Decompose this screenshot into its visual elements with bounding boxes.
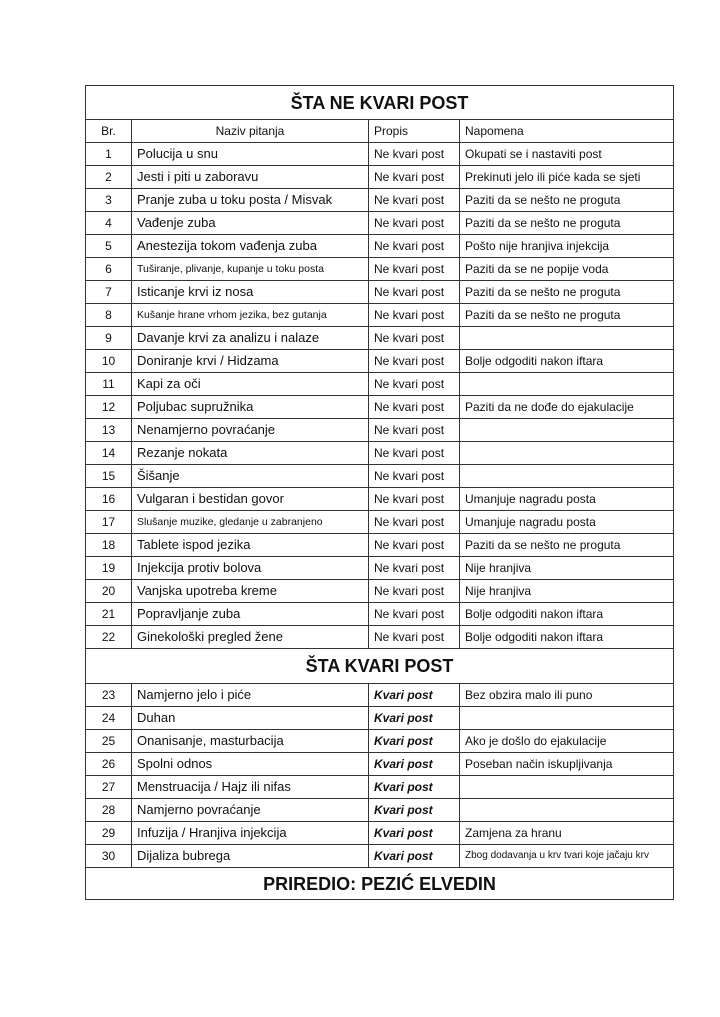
row-name: Pranje zuba u toku posta / Misvak xyxy=(132,189,369,212)
row-name: Kušanje hrane vrhom jezika, bez gutanja xyxy=(132,304,369,327)
row-note: Poseban način iskupljivanja xyxy=(460,753,674,776)
table-row xyxy=(86,707,674,730)
table-row xyxy=(86,212,674,235)
table-row xyxy=(86,327,674,350)
row-rule: Ne kvari post xyxy=(369,189,460,212)
row-name: Vulgaran i bestidan govor xyxy=(132,488,369,511)
row-note: Paziti da se nešto ne proguta xyxy=(460,189,674,212)
row-name: Popravljanje zuba xyxy=(132,603,369,626)
row-rule: Ne kvari post xyxy=(369,511,460,534)
row-rule: Ne kvari post xyxy=(369,557,460,580)
row-name: Slušanje muzike, gledanje u zabranjeno xyxy=(132,511,369,534)
row-rule: Ne kvari post xyxy=(369,281,460,304)
row-name: Isticanje krvi iz nosa xyxy=(132,281,369,304)
row-name: Jesti i piti u zaboravu xyxy=(132,166,369,189)
row-name: Polucija u snu xyxy=(132,143,369,166)
row-name: Šišanje xyxy=(132,465,369,488)
row-name: Poljubac supružnika xyxy=(132,396,369,419)
row-rule: Ne kvari post xyxy=(369,580,460,603)
table-row xyxy=(86,189,674,212)
row-rule: Ne kvari post xyxy=(369,327,460,350)
row-rule: Ne kvari post xyxy=(369,626,460,649)
section-title: ŠTA KVARI POST xyxy=(86,649,674,684)
row-number: 3 xyxy=(86,189,132,212)
row-rule: Kvari post xyxy=(369,822,460,845)
table-row xyxy=(86,488,674,511)
row-number: 15 xyxy=(86,465,132,488)
row-number: 1 xyxy=(86,143,132,166)
row-number: 21 xyxy=(86,603,132,626)
row-note: Paziti da se nešto ne proguta xyxy=(460,304,674,327)
row-note: Nije hranjiva xyxy=(460,580,674,603)
row-note: Bolje odgoditi nakon iftara xyxy=(460,603,674,626)
row-note xyxy=(460,465,674,488)
row-rule: Ne kvari post xyxy=(369,419,460,442)
row-note: Bolje odgoditi nakon iftara xyxy=(460,626,674,649)
row-name: Vanjska upotreba kreme xyxy=(132,580,369,603)
row-name: Vađenje zuba xyxy=(132,212,369,235)
row-rule: Ne kvari post xyxy=(369,350,460,373)
row-note: Okupati se i nastaviti post xyxy=(460,143,674,166)
row-rule: Kvari post xyxy=(369,707,460,730)
table-row xyxy=(86,166,674,189)
row-number: 4 xyxy=(86,212,132,235)
row-number: 25 xyxy=(86,730,132,753)
table-row xyxy=(86,776,674,799)
footer-credit-row xyxy=(86,868,674,900)
table-row xyxy=(86,465,674,488)
table-row xyxy=(86,419,674,442)
row-name: Tuširanje, plivanje, kupanje u toku posta xyxy=(132,258,369,281)
table-row xyxy=(86,143,674,166)
header-number: Br. xyxy=(86,120,132,143)
row-rule: Kvari post xyxy=(369,799,460,822)
row-note: Paziti da se nešto ne proguta xyxy=(460,534,674,557)
table-row xyxy=(86,511,674,534)
table-row xyxy=(86,822,674,845)
row-note: Paziti da se ne popije voda xyxy=(460,258,674,281)
table-row xyxy=(86,684,674,707)
row-name: Spolni odnos xyxy=(132,753,369,776)
row-rule: Ne kvari post xyxy=(369,166,460,189)
row-number: 10 xyxy=(86,350,132,373)
table-row xyxy=(86,730,674,753)
row-note xyxy=(460,799,674,822)
table-row xyxy=(86,799,674,822)
row-number: 29 xyxy=(86,822,132,845)
row-name: Doniranje krvi / Hidzama xyxy=(132,350,369,373)
row-rule: Ne kvari post xyxy=(369,396,460,419)
row-number: 22 xyxy=(86,626,132,649)
title-row xyxy=(86,86,674,120)
row-name: Namjerno jelo i piće xyxy=(132,684,369,707)
row-number: 27 xyxy=(86,776,132,799)
row-rule: Ne kvari post xyxy=(369,235,460,258)
row-name: Nenamjerno povraćanje xyxy=(132,419,369,442)
row-number: 17 xyxy=(86,511,132,534)
row-name: Rezanje nokata xyxy=(132,442,369,465)
table-row xyxy=(86,396,674,419)
row-name: Namjerno povraćanje xyxy=(132,799,369,822)
row-number: 26 xyxy=(86,753,132,776)
row-note xyxy=(460,776,674,799)
table-row xyxy=(86,603,674,626)
row-number: 16 xyxy=(86,488,132,511)
row-number: 5 xyxy=(86,235,132,258)
row-name: Ginekološki pregled žene xyxy=(132,626,369,649)
table-row xyxy=(86,845,674,868)
row-number: 24 xyxy=(86,707,132,730)
row-name: Kapi za oči xyxy=(132,373,369,396)
row-note: Nije hranjiva xyxy=(460,557,674,580)
row-name: Duhan xyxy=(132,707,369,730)
table-row xyxy=(86,626,674,649)
table-row xyxy=(86,442,674,465)
row-note: Umanjuje nagradu posta xyxy=(460,488,674,511)
row-number: 14 xyxy=(86,442,132,465)
row-rule: Kvari post xyxy=(369,753,460,776)
row-rule: Kvari post xyxy=(369,684,460,707)
row-number: 9 xyxy=(86,327,132,350)
row-note: Bolje odgoditi nakon iftara xyxy=(460,350,674,373)
header-name: Naziv pitanja xyxy=(132,120,369,143)
row-number: 13 xyxy=(86,419,132,442)
section-title-row xyxy=(86,649,674,684)
row-rule: Ne kvari post xyxy=(369,534,460,557)
row-note xyxy=(460,419,674,442)
row-name: Onanisanje, masturbacija xyxy=(132,730,369,753)
row-rule: Ne kvari post xyxy=(369,143,460,166)
table-row xyxy=(86,753,674,776)
table-row xyxy=(86,258,674,281)
row-name: Dijaliza bubrega xyxy=(132,845,369,868)
row-number: 23 xyxy=(86,684,132,707)
table-row xyxy=(86,534,674,557)
row-note: Pošto nije hranjiva injekcija xyxy=(460,235,674,258)
table-row xyxy=(86,235,674,258)
row-note: Paziti da se nešto ne proguta xyxy=(460,212,674,235)
row-rule: Kvari post xyxy=(369,776,460,799)
row-number: 30 xyxy=(86,845,132,868)
row-note: Umanjuje nagradu posta xyxy=(460,511,674,534)
row-name: Infuzija / Hranjiva injekcija xyxy=(132,822,369,845)
row-number: 20 xyxy=(86,580,132,603)
row-name: Menstruacija / Hajz ili nifas xyxy=(132,776,369,799)
row-number: 11 xyxy=(86,373,132,396)
row-note: Prekinuti jelo ili piće kada se sjeti xyxy=(460,166,674,189)
row-rule: Kvari post xyxy=(369,845,460,868)
row-note xyxy=(460,373,674,396)
row-number: 19 xyxy=(86,557,132,580)
row-rule: Ne kvari post xyxy=(369,488,460,511)
footer-credit: PRIREDIO: PEZIĆ ELVEDIN xyxy=(86,868,674,900)
row-note xyxy=(460,327,674,350)
row-note: Paziti da ne dođe do ejakulacije xyxy=(460,396,674,419)
table-row xyxy=(86,304,674,327)
table-row xyxy=(86,281,674,304)
table-row xyxy=(86,580,674,603)
row-name: Anestezija tokom vađenja zuba xyxy=(132,235,369,258)
row-rule: Kvari post xyxy=(369,730,460,753)
table-row xyxy=(86,350,674,373)
row-rule: Ne kvari post xyxy=(369,212,460,235)
row-number: 18 xyxy=(86,534,132,557)
row-name: Tablete ispod jezika xyxy=(132,534,369,557)
row-note: Zamjena za hranu xyxy=(460,822,674,845)
row-number: 7 xyxy=(86,281,132,304)
table-row xyxy=(86,557,674,580)
row-number: 12 xyxy=(86,396,132,419)
row-name: Davanje krvi za analizu i nalaze xyxy=(132,327,369,350)
header-note: Napomena xyxy=(460,120,674,143)
row-note: Zbog dodavanja u krv tvari koje jačaju krv xyxy=(460,845,674,868)
row-rule: Ne kvari post xyxy=(369,603,460,626)
fasting-rules-table xyxy=(85,85,674,900)
header-row xyxy=(86,120,674,143)
row-rule: Ne kvari post xyxy=(369,304,460,327)
row-number: 8 xyxy=(86,304,132,327)
table-row xyxy=(86,373,674,396)
row-note xyxy=(460,707,674,730)
row-rule: Ne kvari post xyxy=(369,258,460,281)
row-note: Ako je došlo do ejakulacije xyxy=(460,730,674,753)
row-rule: Ne kvari post xyxy=(369,373,460,396)
row-number: 28 xyxy=(86,799,132,822)
table-title: ŠTA NE KVARI POST xyxy=(86,86,674,120)
row-note: Bez obzira malo ili puno xyxy=(460,684,674,707)
row-number: 6 xyxy=(86,258,132,281)
row-name: Injekcija protiv bolova xyxy=(132,557,369,580)
header-rule: Propis xyxy=(369,120,460,143)
row-note: Paziti da se nešto ne proguta xyxy=(460,281,674,304)
row-note xyxy=(460,442,674,465)
row-number: 2 xyxy=(86,166,132,189)
row-rule: Ne kvari post xyxy=(369,442,460,465)
row-rule: Ne kvari post xyxy=(369,465,460,488)
